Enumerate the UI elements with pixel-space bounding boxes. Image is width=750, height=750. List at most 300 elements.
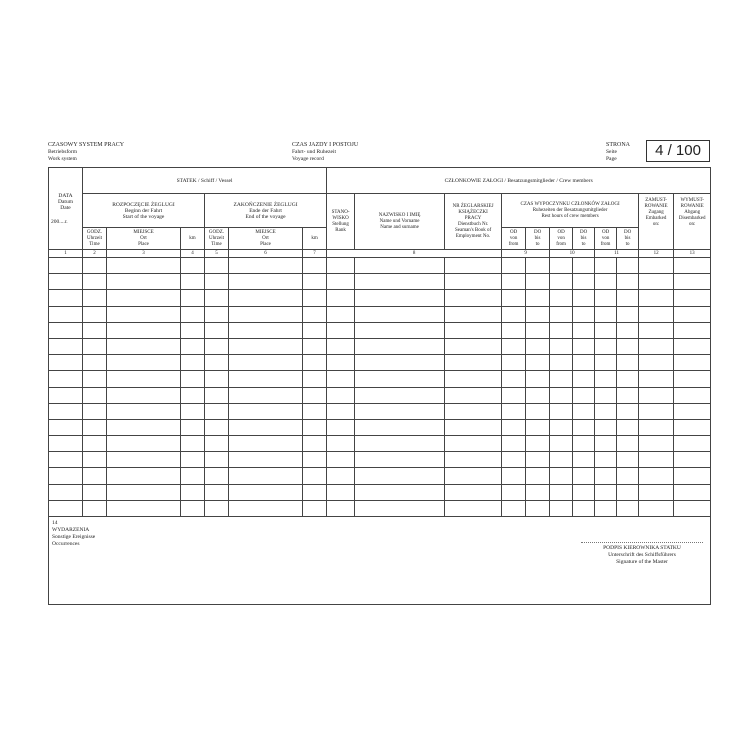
- table-cell[interactable]: [303, 258, 327, 274]
- disembarked-header: [674, 194, 711, 250]
- table-cell[interactable]: [674, 500, 711, 516]
- table-cell[interactable]: [595, 419, 617, 435]
- table-cell[interactable]: [181, 371, 205, 387]
- table-cell[interactable]: [617, 419, 639, 435]
- table-cell[interactable]: [83, 258, 107, 274]
- table-cell[interactable]: [617, 452, 639, 468]
- table-cell[interactable]: [573, 484, 595, 500]
- table-cell[interactable]: [445, 452, 502, 468]
- column-number: 5: [205, 250, 229, 258]
- table-cell[interactable]: [502, 258, 526, 274]
- table-cell[interactable]: [617, 387, 639, 403]
- table-cell[interactable]: [229, 436, 303, 452]
- table-cell[interactable]: [355, 290, 445, 306]
- table-cell[interactable]: [617, 403, 639, 419]
- table-cell[interactable]: [595, 452, 617, 468]
- table-cell[interactable]: [550, 355, 573, 371]
- table-cell[interactable]: [674, 274, 711, 290]
- table-cell[interactable]: [303, 322, 327, 338]
- table-cell[interactable]: [83, 452, 107, 468]
- table-cell[interactable]: [49, 436, 83, 452]
- table-cell[interactable]: [674, 419, 711, 435]
- table-cell[interactable]: [205, 419, 229, 435]
- table-cell[interactable]: [83, 484, 107, 500]
- table-cell[interactable]: [327, 452, 355, 468]
- table-cell[interactable]: [595, 468, 617, 484]
- table-cell[interactable]: [205, 290, 229, 306]
- table-cell[interactable]: [595, 274, 617, 290]
- table-cell[interactable]: [303, 338, 327, 354]
- table-cell[interactable]: [49, 468, 83, 484]
- table-row: [49, 290, 711, 306]
- table-cell[interactable]: [327, 258, 355, 274]
- table-cell[interactable]: [49, 290, 83, 306]
- table-cell[interactable]: [83, 387, 107, 403]
- table-cell[interactable]: [639, 355, 674, 371]
- table-cell[interactable]: [229, 322, 303, 338]
- table-cell[interactable]: [617, 290, 639, 306]
- table-cell[interactable]: [595, 403, 617, 419]
- table-cell[interactable]: [526, 355, 550, 371]
- table-cell[interactable]: [617, 436, 639, 452]
- table-cell[interactable]: [445, 484, 502, 500]
- table-cell[interactable]: [107, 306, 181, 322]
- table-cell[interactable]: [355, 371, 445, 387]
- table-cell[interactable]: [573, 419, 595, 435]
- table-cell[interactable]: [502, 484, 526, 500]
- table-cell[interactable]: [617, 258, 639, 274]
- table-cell[interactable]: [355, 355, 445, 371]
- table-cell[interactable]: [83, 338, 107, 354]
- table-cell[interactable]: [617, 306, 639, 322]
- table-cell[interactable]: [595, 322, 617, 338]
- table-cell[interactable]: [573, 306, 595, 322]
- table-cell[interactable]: [573, 436, 595, 452]
- table-cell[interactable]: [303, 419, 327, 435]
- table-cell[interactable]: [550, 371, 573, 387]
- table-cell[interactable]: [573, 322, 595, 338]
- table-cell[interactable]: [229, 468, 303, 484]
- table-cell[interactable]: [229, 290, 303, 306]
- table-cell[interactable]: [550, 274, 573, 290]
- table-cell[interactable]: [205, 258, 229, 274]
- table-cell[interactable]: [49, 452, 83, 468]
- table-cell[interactable]: [526, 484, 550, 500]
- occurrences-section: [48, 516, 711, 605]
- table-cell[interactable]: [445, 387, 502, 403]
- table-cell[interactable]: [107, 387, 181, 403]
- table-cell[interactable]: [595, 371, 617, 387]
- table-cell[interactable]: [639, 290, 674, 306]
- table-cell[interactable]: [526, 403, 550, 419]
- table-cell[interactable]: [502, 419, 526, 435]
- table-cell[interactable]: [49, 403, 83, 419]
- table-cell[interactable]: [355, 452, 445, 468]
- table-cell[interactable]: [181, 468, 205, 484]
- table-cell[interactable]: [502, 371, 526, 387]
- table-cell[interactable]: [617, 371, 639, 387]
- table-cell[interactable]: [617, 484, 639, 500]
- table-cell[interactable]: [502, 290, 526, 306]
- table-cell[interactable]: [595, 484, 617, 500]
- table-cell[interactable]: [573, 403, 595, 419]
- table-cell[interactable]: [526, 468, 550, 484]
- table-cell[interactable]: [445, 274, 502, 290]
- table-cell[interactable]: [445, 290, 502, 306]
- table-cell[interactable]: [49, 258, 83, 274]
- table-cell[interactable]: [674, 387, 711, 403]
- table-cell[interactable]: [617, 274, 639, 290]
- table-cell[interactable]: [639, 371, 674, 387]
- table-cell[interactable]: [355, 338, 445, 354]
- table-cell[interactable]: [49, 322, 83, 338]
- table-cell[interactable]: [229, 338, 303, 354]
- table-cell[interactable]: [595, 338, 617, 354]
- table-cell[interactable]: [674, 338, 711, 354]
- table-cell[interactable]: [573, 258, 595, 274]
- table-cell[interactable]: [49, 355, 83, 371]
- table-cell[interactable]: [445, 403, 502, 419]
- table-cell[interactable]: [639, 306, 674, 322]
- table-cell[interactable]: [303, 500, 327, 516]
- table-cell[interactable]: [205, 436, 229, 452]
- table-cell[interactable]: [327, 338, 355, 354]
- table-cell[interactable]: [674, 258, 711, 274]
- table-cell[interactable]: [502, 387, 526, 403]
- table-cell[interactable]: [303, 484, 327, 500]
- table-cell[interactable]: [327, 387, 355, 403]
- table-cell[interactable]: [617, 355, 639, 371]
- table-cell[interactable]: [49, 500, 83, 516]
- table-cell[interactable]: [595, 306, 617, 322]
- table-cell[interactable]: [205, 500, 229, 516]
- table-cell[interactable]: [445, 371, 502, 387]
- table-cell[interactable]: [355, 258, 445, 274]
- table-cell[interactable]: [107, 338, 181, 354]
- table-cell[interactable]: [229, 419, 303, 435]
- table-cell[interactable]: [639, 419, 674, 435]
- table-cell[interactable]: [205, 338, 229, 354]
- table-cell[interactable]: [526, 306, 550, 322]
- occurrences-label: [52, 520, 95, 548]
- table-cell[interactable]: [205, 403, 229, 419]
- table-cell[interactable]: [107, 452, 181, 468]
- table-cell[interactable]: [229, 452, 303, 468]
- table-cell[interactable]: [83, 274, 107, 290]
- table-cell[interactable]: [303, 355, 327, 371]
- table-cell[interactable]: [327, 500, 355, 516]
- text: Date: [60, 204, 71, 211]
- table-cell[interactable]: [639, 322, 674, 338]
- table-cell[interactable]: [229, 274, 303, 290]
- table-cell[interactable]: [617, 500, 639, 516]
- table-cell[interactable]: [83, 371, 107, 387]
- table-cell[interactable]: [181, 436, 205, 452]
- table-cell[interactable]: [526, 322, 550, 338]
- table-cell[interactable]: [595, 290, 617, 306]
- table-cell[interactable]: [107, 355, 181, 371]
- table-cell[interactable]: [445, 355, 502, 371]
- table-cell[interactable]: [205, 322, 229, 338]
- table-cell[interactable]: [49, 338, 83, 354]
- table-cell[interactable]: [445, 468, 502, 484]
- table-cell[interactable]: [595, 500, 617, 516]
- table-cell[interactable]: [107, 274, 181, 290]
- table-cell[interactable]: [502, 274, 526, 290]
- table-cell[interactable]: [573, 371, 595, 387]
- table-cell[interactable]: [303, 371, 327, 387]
- table-cell[interactable]: [573, 500, 595, 516]
- table-cell[interactable]: [107, 322, 181, 338]
- table-cell[interactable]: [205, 274, 229, 290]
- table-cell[interactable]: [205, 452, 229, 468]
- table-cell[interactable]: [327, 355, 355, 371]
- table-cell[interactable]: [573, 387, 595, 403]
- table-cell[interactable]: [83, 500, 107, 516]
- table-cell[interactable]: [550, 322, 573, 338]
- table-cell[interactable]: [327, 306, 355, 322]
- table-cell[interactable]: [617, 338, 639, 354]
- table-cell[interactable]: [327, 274, 355, 290]
- table-cell[interactable]: [327, 484, 355, 500]
- table-cell[interactable]: [49, 419, 83, 435]
- table-cell[interactable]: [355, 419, 445, 435]
- text: OD: [557, 229, 565, 235]
- table-cell[interactable]: [49, 274, 83, 290]
- table-cell[interactable]: [526, 290, 550, 306]
- table-cell[interactable]: [355, 387, 445, 403]
- table-cell[interactable]: [550, 306, 573, 322]
- table-cell[interactable]: [49, 484, 83, 500]
- table-cell[interactable]: [355, 403, 445, 419]
- table-cell[interactable]: [107, 419, 181, 435]
- table-cell[interactable]: [674, 484, 711, 500]
- table-cell[interactable]: [639, 484, 674, 500]
- table-cell[interactable]: [181, 500, 205, 516]
- table-cell[interactable]: [49, 306, 83, 322]
- table-cell[interactable]: [526, 387, 550, 403]
- table-cell[interactable]: [205, 468, 229, 484]
- table-cell[interactable]: [303, 436, 327, 452]
- table-cell[interactable]: [550, 403, 573, 419]
- table-cell[interactable]: [181, 419, 205, 435]
- table-cell[interactable]: [550, 500, 573, 516]
- table-cell[interactable]: [205, 387, 229, 403]
- table-cell[interactable]: [181, 274, 205, 290]
- table-cell[interactable]: [639, 274, 674, 290]
- table-cell[interactable]: [327, 403, 355, 419]
- table-cell[interactable]: [83, 403, 107, 419]
- table-cell[interactable]: [502, 322, 526, 338]
- table-cell[interactable]: [181, 403, 205, 419]
- table-cell[interactable]: [674, 290, 711, 306]
- table-cell[interactable]: [526, 274, 550, 290]
- table-cell[interactable]: [229, 403, 303, 419]
- table-cell[interactable]: [229, 355, 303, 371]
- table-cell[interactable]: [674, 452, 711, 468]
- table-cell[interactable]: [595, 436, 617, 452]
- table-cell[interactable]: [639, 258, 674, 274]
- table-cell[interactable]: [181, 258, 205, 274]
- table-cell[interactable]: [639, 436, 674, 452]
- table-cell[interactable]: [355, 468, 445, 484]
- table-cell[interactable]: [674, 322, 711, 338]
- table-cell[interactable]: [550, 436, 573, 452]
- table-cell[interactable]: [445, 436, 502, 452]
- table-cell[interactable]: [355, 484, 445, 500]
- table-cell[interactable]: [355, 274, 445, 290]
- table-cell[interactable]: [639, 403, 674, 419]
- table-cell[interactable]: [639, 338, 674, 354]
- table-cell[interactable]: [83, 419, 107, 435]
- table-cell[interactable]: [229, 484, 303, 500]
- table-cell[interactable]: [639, 500, 674, 516]
- table-cell[interactable]: [550, 338, 573, 354]
- table-cell[interactable]: [181, 484, 205, 500]
- table-cell[interactable]: [526, 452, 550, 468]
- table-cell[interactable]: [573, 452, 595, 468]
- table-cell[interactable]: [550, 484, 573, 500]
- table-cell[interactable]: [502, 452, 526, 468]
- table-cell[interactable]: [107, 371, 181, 387]
- table-cell[interactable]: [502, 500, 526, 516]
- table-cell[interactable]: [83, 468, 107, 484]
- table-cell[interactable]: [327, 436, 355, 452]
- table-cell[interactable]: [303, 274, 327, 290]
- table-cell[interactable]: [303, 387, 327, 403]
- table-cell[interactable]: [355, 306, 445, 322]
- table-cell[interactable]: [573, 274, 595, 290]
- table-cell[interactable]: [303, 468, 327, 484]
- table-cell[interactable]: [49, 371, 83, 387]
- table-cell[interactable]: [83, 436, 107, 452]
- table-cell[interactable]: [526, 371, 550, 387]
- table-cell[interactable]: [573, 338, 595, 354]
- table-cell[interactable]: [674, 371, 711, 387]
- table-cell[interactable]: [83, 322, 107, 338]
- table-cell[interactable]: [639, 452, 674, 468]
- table-cell[interactable]: [355, 500, 445, 516]
- table-cell[interactable]: [205, 355, 229, 371]
- table-cell[interactable]: [181, 338, 205, 354]
- table-cell[interactable]: [107, 436, 181, 452]
- table-cell[interactable]: [550, 419, 573, 435]
- table-cell[interactable]: [639, 387, 674, 403]
- table-cell[interactable]: [550, 258, 573, 274]
- table-cell[interactable]: [502, 355, 526, 371]
- table-cell[interactable]: [674, 403, 711, 419]
- table-cell[interactable]: [445, 338, 502, 354]
- table-cell[interactable]: [445, 306, 502, 322]
- table-cell[interactable]: [573, 468, 595, 484]
- table-cell[interactable]: [303, 403, 327, 419]
- table-cell[interactable]: [327, 322, 355, 338]
- table-cell[interactable]: [327, 290, 355, 306]
- table-cell[interactable]: [595, 355, 617, 371]
- table-cell[interactable]: [181, 452, 205, 468]
- table-cell[interactable]: [573, 290, 595, 306]
- table-cell[interactable]: [181, 306, 205, 322]
- column-number: 11: [595, 250, 639, 258]
- table-cell[interactable]: [617, 322, 639, 338]
- table-cell[interactable]: [205, 371, 229, 387]
- text: Seaman's Book of: [454, 227, 492, 233]
- table-cell[interactable]: [205, 484, 229, 500]
- table-cell[interactable]: [526, 500, 550, 516]
- table-cell[interactable]: [595, 387, 617, 403]
- label-de: Fahrt- und Ruhezeit: [292, 149, 336, 155]
- table-cell[interactable]: [573, 355, 595, 371]
- table-cell[interactable]: [107, 500, 181, 516]
- table-cell[interactable]: [526, 419, 550, 435]
- table-cell[interactable]: [181, 290, 205, 306]
- table-cell[interactable]: [303, 306, 327, 322]
- text: Time: [211, 241, 222, 247]
- table-cell[interactable]: [674, 306, 711, 322]
- table-cell[interactable]: [502, 306, 526, 322]
- table-cell[interactable]: [83, 290, 107, 306]
- table-cell[interactable]: [229, 371, 303, 387]
- table-cell[interactable]: [327, 468, 355, 484]
- table-cell[interactable]: [595, 258, 617, 274]
- table-cell[interactable]: [83, 306, 107, 322]
- table-cell[interactable]: [83, 355, 107, 371]
- table-cell[interactable]: [107, 258, 181, 274]
- table-cell[interactable]: [526, 436, 550, 452]
- table-cell[interactable]: [445, 258, 502, 274]
- table-cell[interactable]: [229, 500, 303, 516]
- table-cell[interactable]: [355, 322, 445, 338]
- table-cell[interactable]: [229, 387, 303, 403]
- table-cell[interactable]: [107, 403, 181, 419]
- table-cell[interactable]: [526, 338, 550, 354]
- table-cell[interactable]: [550, 290, 573, 306]
- table-cell[interactable]: [550, 452, 573, 468]
- table-cell[interactable]: [107, 290, 181, 306]
- table-cell[interactable]: [445, 500, 502, 516]
- table-cell[interactable]: [303, 290, 327, 306]
- table-cell[interactable]: [107, 484, 181, 500]
- table-cell[interactable]: [181, 387, 205, 403]
- table-cell[interactable]: [550, 468, 573, 484]
- table-cell[interactable]: [205, 306, 229, 322]
- table-cell[interactable]: [674, 468, 711, 484]
- table-cell[interactable]: [550, 387, 573, 403]
- table-cell[interactable]: [502, 468, 526, 484]
- table-cell[interactable]: [327, 419, 355, 435]
- table-cell[interactable]: [303, 452, 327, 468]
- table-cell[interactable]: [526, 258, 550, 274]
- table-cell[interactable]: [327, 371, 355, 387]
- table-row: [49, 452, 711, 468]
- table-cell[interactable]: [355, 436, 445, 452]
- table-cell[interactable]: [229, 306, 303, 322]
- table-cell[interactable]: [445, 419, 502, 435]
- table-cell[interactable]: [639, 468, 674, 484]
- table-cell[interactable]: [617, 468, 639, 484]
- table-cell[interactable]: [674, 436, 711, 452]
- table-cell[interactable]: [229, 258, 303, 274]
- table-cell[interactable]: [107, 468, 181, 484]
- table-cell[interactable]: [502, 338, 526, 354]
- table-cell[interactable]: [445, 322, 502, 338]
- table-cell[interactable]: [181, 322, 205, 338]
- table-cell[interactable]: [49, 387, 83, 403]
- table-cell[interactable]: [502, 436, 526, 452]
- table-cell[interactable]: [502, 403, 526, 419]
- table-cell[interactable]: [674, 355, 711, 371]
- table-cell[interactable]: [181, 355, 205, 371]
